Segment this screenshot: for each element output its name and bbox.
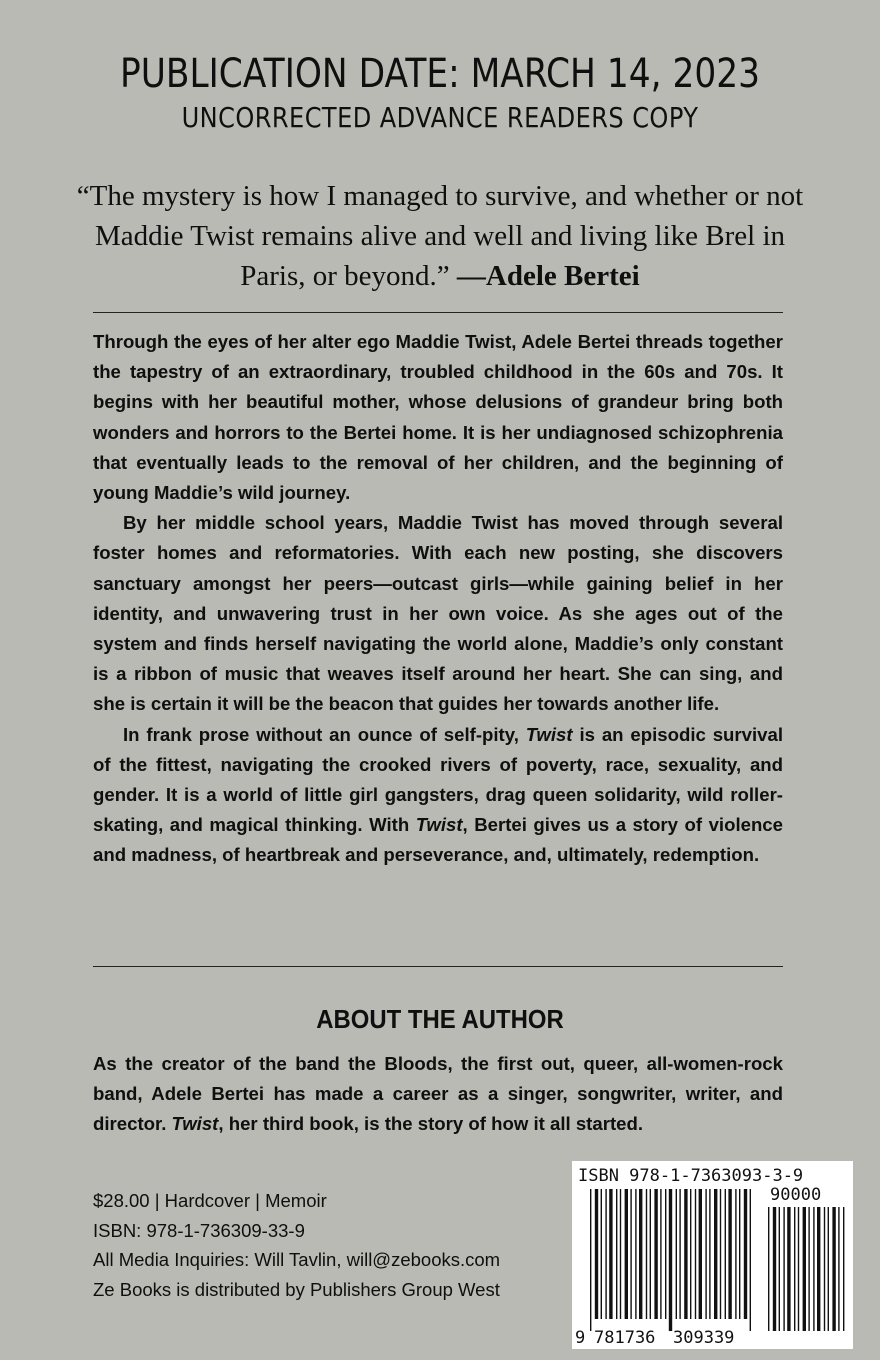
barcode-bar xyxy=(824,1207,825,1331)
barcode-bar xyxy=(609,1189,612,1319)
barcode-isbn-label: ISBN 978-1-7363093-3-9 xyxy=(578,1166,804,1186)
barcode-bar xyxy=(794,1207,795,1331)
barcode-bar xyxy=(773,1207,776,1331)
barcode-bar xyxy=(828,1207,829,1331)
distributor-line: Ze Books is distributed by Publishers Group West xyxy=(93,1278,500,1300)
barcode-bar xyxy=(725,1189,726,1319)
barcode-bar xyxy=(605,1189,606,1319)
price-addon-bars xyxy=(768,1207,844,1331)
barcode-bar xyxy=(714,1189,717,1319)
barcode-bar xyxy=(787,1207,790,1331)
barcode-bar xyxy=(669,1189,672,1331)
barcode-bar xyxy=(709,1189,710,1319)
price-format-line: $28.00 | Hardcover | Memoir xyxy=(93,1190,327,1211)
about-author-text xyxy=(93,1049,783,1140)
barcode-bar xyxy=(620,1189,621,1319)
barcode-bar xyxy=(813,1207,814,1331)
media-inquiries-line: All Media Inquiries: Will Tavlin, will@zebooks.com xyxy=(93,1249,501,1270)
barcode-bar xyxy=(720,1189,721,1319)
description-paragraph-1: Through the eyes of her alter ego Maddie Twist, Adele Bertei threads together the tapestry of an extraordinary, troubled childhood in the 60s and 70s. It begins with her beautiful mother, whose delusions of grandeur bring both wonders and horrors to the Bertei home. It is her undiagnosed schizophrenia that eventually leads to the removal of her children, and the beginning of young Maddie’s wild journey. xyxy=(93,331,783,504)
description-p3-part-a: In frank prose without an ounce of self-pity, xyxy=(123,723,526,745)
barcode-right-digits: 309339 xyxy=(673,1328,735,1348)
header xyxy=(0,50,880,136)
barcode-bar xyxy=(705,1189,706,1319)
isbn-line: ISBN: 978-1-736309-33-9 xyxy=(93,1219,305,1241)
book-description xyxy=(93,327,783,871)
barcode-price-code: 90000 xyxy=(770,1185,822,1205)
barcode-bar xyxy=(595,1189,598,1319)
book-info xyxy=(93,1186,563,1304)
barcode-bar xyxy=(843,1207,844,1331)
publication-date: PUBLICATION DATE: MARCH 14, 2023 xyxy=(119,51,761,97)
barcode-bar xyxy=(803,1207,806,1331)
divider-bottom xyxy=(93,966,783,967)
barcode-bar xyxy=(808,1207,809,1331)
quote-text: “The mystery is how I managed to survive, and whether or not Maddie Twist remains alive and well and living like Brel in Paris, or beyond.” xyxy=(76,180,804,292)
barcode-bar xyxy=(695,1189,696,1319)
barcode-bar xyxy=(654,1189,657,1319)
barcode-bar xyxy=(779,1207,780,1331)
barcode-bar xyxy=(699,1189,702,1319)
barcode-bar xyxy=(832,1207,835,1331)
barcode-bar xyxy=(665,1189,666,1319)
barcode-left-digits: 781736 xyxy=(594,1328,656,1348)
barcode-bar xyxy=(744,1189,747,1319)
barcode-bar xyxy=(635,1189,636,1319)
barcode-bar xyxy=(646,1189,647,1319)
edition-label: UNCORRECTED ADVANCE READERS COPY xyxy=(181,101,699,134)
barcode-bar xyxy=(625,1189,628,1319)
barcode-bar xyxy=(750,1189,751,1331)
description-p3-part-c: , Bertei gives us a story of violence and madness, of heartbreak and perseverance, and, ultimately, redemption. xyxy=(93,814,783,866)
pull-quote xyxy=(60,176,820,296)
barcode xyxy=(572,1161,853,1349)
barcode-bar xyxy=(817,1207,820,1331)
barcode-bar xyxy=(690,1189,691,1319)
barcode-bar xyxy=(735,1189,736,1319)
about-part-a: As the creator of the band the Bloods, the first out, queer, all-women-rock band, Adele Bertei has made a career as a singer, songwriter, writer, and director. xyxy=(93,1053,783,1135)
barcode-bar xyxy=(798,1207,799,1331)
barcode-bar xyxy=(783,1207,784,1331)
barcode-bar xyxy=(650,1189,651,1319)
barcode-bar xyxy=(601,1189,602,1319)
quote-attribution: —Adele Bertei xyxy=(456,260,640,292)
about-author-heading: ABOUT THE AUTHOR xyxy=(316,1004,564,1034)
barcode-bar xyxy=(768,1207,769,1331)
book-title-italic: Twist xyxy=(525,723,573,745)
about-part-b: , her third book, is the story of how it all started. xyxy=(218,1113,643,1135)
barcode-bar xyxy=(679,1189,680,1319)
divider-top xyxy=(93,312,783,313)
description-paragraph-3 xyxy=(93,720,783,871)
barcode-bar xyxy=(590,1189,591,1331)
barcode-bar xyxy=(684,1189,687,1319)
barcode-bar xyxy=(616,1189,617,1319)
book-title-italic: Twist xyxy=(171,1113,219,1135)
barcode-bar xyxy=(728,1189,731,1319)
book-title-italic: Twist xyxy=(415,814,463,836)
barcode-first-digit: 9 xyxy=(575,1328,586,1348)
barcode-bar xyxy=(676,1189,677,1319)
barcode-bar xyxy=(838,1207,839,1331)
description-paragraph-2: By her middle school years, Maddie Twist has moved through several foster homes and reformatories. With each new posting, she discovers sanctuary amongst her peers—outcast girls—while gaining belief in her identity, and unwavering trust in her own voice. As she ages out of the system and finds herself navigating the world alone, Maddie’s only constant is a ribbon of music that weaves itself around her heart. She can sing, and she is certain it will be the beacon that guides her towards another life. xyxy=(93,512,783,715)
barcode-bar xyxy=(739,1189,740,1319)
barcode-bar xyxy=(639,1189,642,1319)
ean-barcode-bars xyxy=(590,1189,751,1331)
barcode-bar xyxy=(630,1189,631,1319)
description-p3-part-b: is an episodic survival of the fittest, navigating the crooked rivers of poverty, race, sexuality, and gender. It is a world of little girl gangsters, drag queen solidarity, wild roller-skating, and magical thinking. With xyxy=(93,723,783,836)
barcode-bar xyxy=(660,1189,661,1319)
